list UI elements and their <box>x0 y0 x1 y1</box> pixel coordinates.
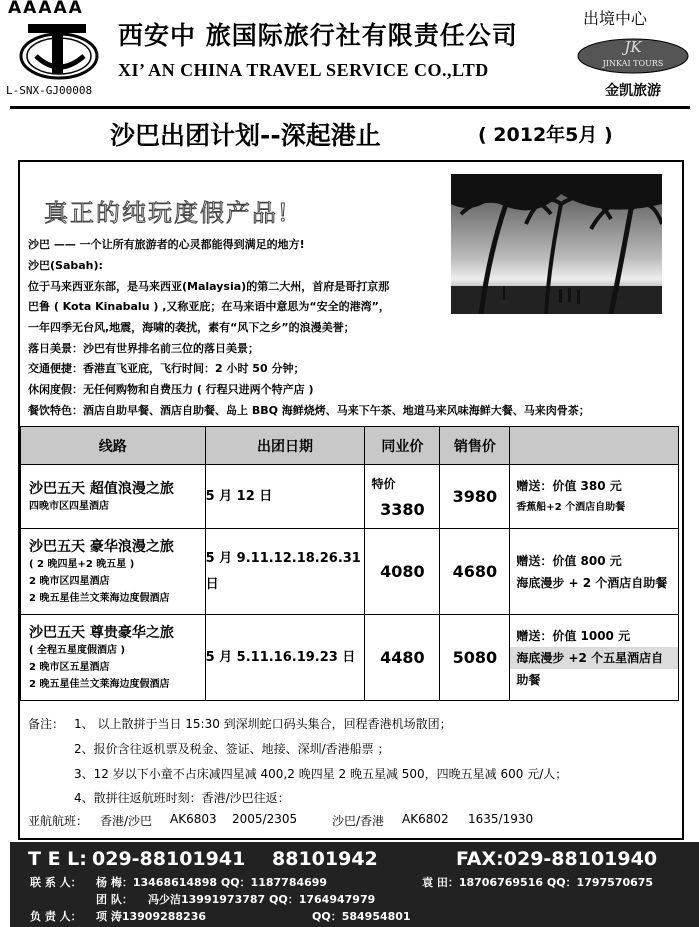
group-label: 团 队： <box>96 893 133 906</box>
gift-line: 赠送：价值 1000 元 <box>516 628 631 643</box>
route-cell <box>21 529 206 615</box>
dates-cell: 5 月 5.11.16.19.23 日 <box>205 615 365 701</box>
route-sub: 2 晚五星佳兰文莱海边度假酒店 <box>29 593 170 604</box>
sale-price-cell: 3980 <box>440 465 510 529</box>
flight-back-no: AK6802 <box>402 812 449 826</box>
tel-label: T E L: <box>28 848 87 870</box>
header-sale-price: 销售价 <box>440 427 510 465</box>
company-name-en: XI’ AN CHINA TRAVEL SERVICE CO.,LTD <box>118 60 489 80</box>
group-contact: 冯少洁13991973787 QQ：1764947979 <box>148 893 376 906</box>
flight-back-route: 沙巴/香港 <box>332 814 385 828</box>
tel-number-1: 029-88101941 <box>92 848 246 870</box>
flight-out-route: 香港/沙巴 <box>100 814 153 828</box>
dates-cell: 5 月 12 日 <box>205 465 365 529</box>
sunset-beach-photo <box>451 174 662 314</box>
head-contact: 项 涛13909288236 <box>96 910 207 923</box>
route-sub: 2 晚市区四星酒店 <box>29 576 110 587</box>
slogan: 真正的纯玩度假产品! <box>44 199 290 227</box>
head-qq: QQ：584954801 <box>312 910 411 923</box>
gift-cell <box>510 465 679 529</box>
gift-line: 助餐 <box>516 672 541 687</box>
note-item: 3、12 岁以下小童不占床减四星减 400,2 晚四星 2 晚五星减 500，四晚五星减 600 元/人； <box>74 767 568 781</box>
flight-label: 亚航航班： <box>28 814 89 828</box>
route-sub: 四晚市区四星酒店 <box>29 501 109 512</box>
title-date: ( 2012年5月 ) <box>478 124 613 146</box>
note-item: 1、 以上散拼于当日 15:30 到深圳蛇口码头集合，回程香港机场散团； <box>74 717 452 731</box>
intro-line: 巴鲁 ( Kota Kinabalu ) ,又称亚庇；在马来语中意思为“安全的港湾”， <box>28 300 390 313</box>
route-name: 沙巴五天 超值浪漫之旅 <box>29 481 174 497</box>
company-name-cn: 西安中 旅国际旅行社有限责任公司 <box>118 21 518 50</box>
intro-line: 位于马来西亚东部，是马来西亚(Malaysia)的第二大州，首府是哥打京那 <box>28 280 390 293</box>
route-sub: 2 晚五星佳兰文莱海边度假酒店 <box>29 679 170 690</box>
note-item: 2、报价含往返机票及税金、签证、地接、深圳/香港船票 ； <box>74 742 390 756</box>
trade-price-cell <box>365 465 440 529</box>
gift-cell <box>510 529 679 615</box>
route-cell <box>21 465 206 529</box>
jinkai-brand-cn: 金凯旅游 <box>605 83 661 99</box>
notes-label: 备注： <box>28 717 65 731</box>
jinkai-logo-icon <box>574 32 692 76</box>
route-name: 沙巴五天 豪华浪漫之旅 <box>29 539 174 555</box>
table-row <box>21 465 679 529</box>
svg-text:JINKAI TOURS: JINKAI TOURS <box>602 59 664 68</box>
table-row <box>21 615 679 701</box>
tel-number-2: 88101942 <box>272 848 378 870</box>
sale-price-cell: 5080 <box>440 615 510 701</box>
route-sub: 2 晚市区五星酒店 <box>29 662 110 673</box>
note-item: 4、散拼往返航班时刻：香港/沙巴往返： <box>74 791 290 805</box>
outbound-center-label: 出境中心 <box>583 9 648 28</box>
cts-logo-icon <box>14 16 104 84</box>
gift-line: 海底漫步 +2 个五星酒店自 <box>510 647 678 669</box>
route-sub: ( 2 晚四星+2 晚五星 ) <box>29 559 135 570</box>
rating-stars: AAAAA <box>8 0 84 18</box>
gift-line: 海底漫步 + 2 个酒店自助餐 <box>516 575 668 590</box>
trade-price: 3380 <box>380 499 425 519</box>
fax-number: FAX:029-88101940 <box>456 848 658 870</box>
flight-out-no: AK6803 <box>170 812 217 826</box>
table-row <box>21 529 679 615</box>
gift-line: 香蕉船+2 个酒店自助餐 <box>516 501 626 513</box>
tour-table <box>20 426 679 701</box>
table-header-row <box>21 427 679 465</box>
flight-out-time: 2005/2305 <box>232 812 298 826</box>
license-number: L-SNX-GJ00008 <box>6 84 93 97</box>
contact-2: 袁 田：18706769516 QQ：1797570675 <box>422 876 654 889</box>
header-gift <box>510 427 679 465</box>
route-name: 沙巴五天 尊贵豪华之旅 <box>29 625 174 641</box>
flight-back-time: 1635/1930 <box>468 812 534 826</box>
dates-cell: 5 月 9.11.12.18.26.31 日 <box>205 529 365 615</box>
header-route: 线路 <box>21 427 206 465</box>
header-dates: 出团日期 <box>205 427 365 465</box>
header-trade-price: 同业价 <box>365 427 440 465</box>
page-title: 沙巴出团计划--深起港止 <box>110 121 381 150</box>
trade-price-cell: 4080 <box>365 529 440 615</box>
gift-cell <box>510 615 679 701</box>
intro-line: 落日美景：沙巴有世界排名前三位的落日美景； <box>28 342 259 355</box>
intro-line: 沙巴(Sabah): <box>28 259 103 272</box>
contact-label: 联 系 人： <box>30 876 82 889</box>
intro-line: 交通便捷：香港直飞亚庇，飞行时间：2 小时 50 分钟； <box>28 362 305 375</box>
head-label: 负 责 人： <box>30 910 82 923</box>
intro-line: 一年四季无台风,地震，海啸的袭扰，素有“风下之乡”的浪漫美誉； <box>28 321 355 334</box>
intro-line: 沙巴 —— 一个让所有旅游者的心灵都能得到满足的地方! <box>28 238 305 251</box>
contact-1: 杨 梅：13468614898 QQ：1187784699 <box>96 876 328 889</box>
intro-line: 休闲度假：无任何购物和自费压力 ( 行程只进两个特产店 ) <box>28 383 314 396</box>
sale-price-cell: 4680 <box>440 529 510 615</box>
special-badge: 特价 <box>371 476 396 491</box>
jinkai-logo <box>574 32 692 99</box>
svg-text:JK: JK <box>624 38 642 56</box>
trade-price-cell: 4480 <box>365 615 440 701</box>
route-cell <box>21 615 206 701</box>
gift-line: 赠送：价值 800 元 <box>516 553 622 568</box>
gift-line: 赠送：价值 380 元 <box>516 478 622 493</box>
route-sub: ( 全程五星度假酒店 ) <box>29 645 126 656</box>
intro-line: 餐饮特色：酒店自助早餐、酒店自助餐、岛上 BBQ 海鲜烧烤、马来下午茶、地道马来风味海鲜大餐、马来肉骨茶； <box>28 404 590 417</box>
